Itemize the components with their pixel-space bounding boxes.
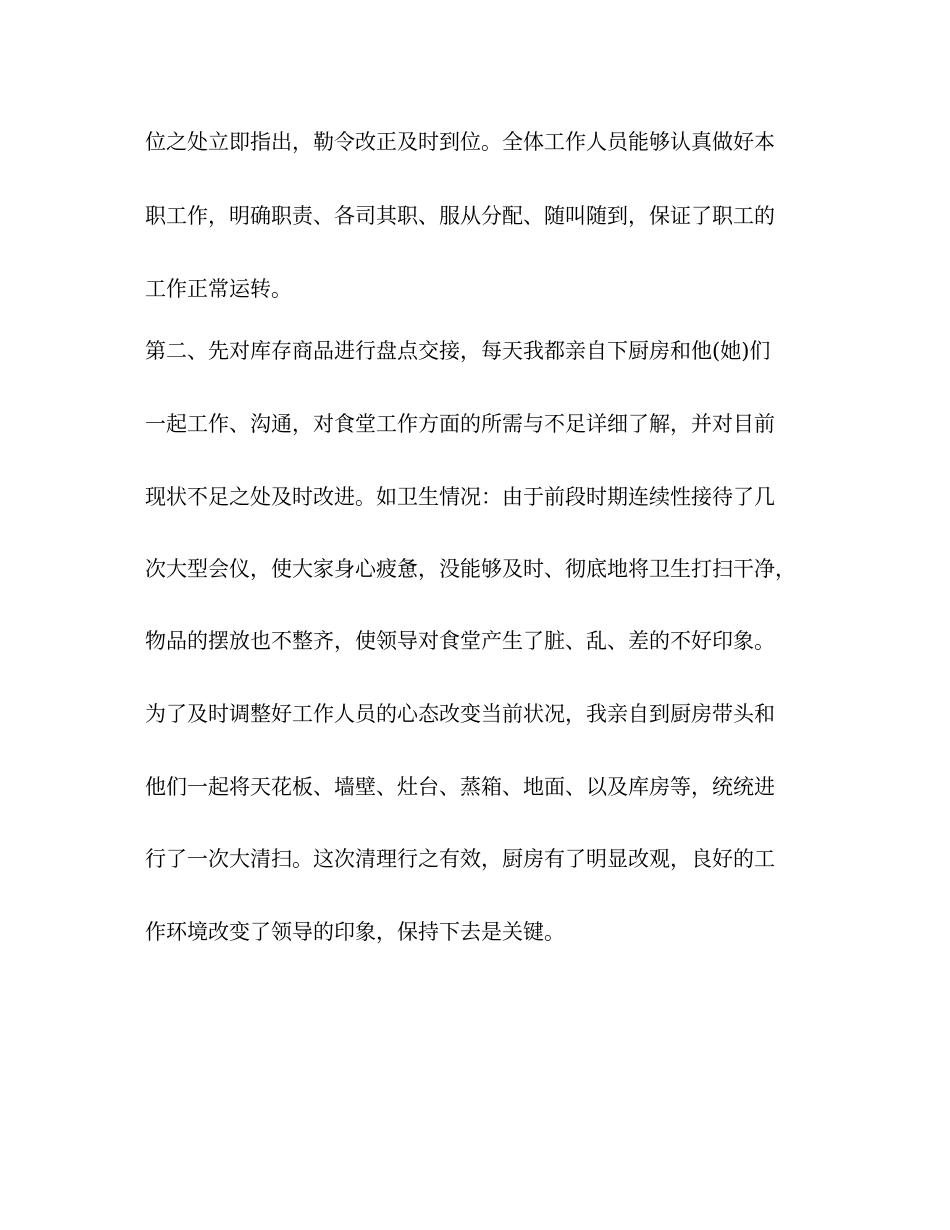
- text-line: 作环境改变了领导的印象，保持下去是关键。: [145, 920, 565, 944]
- text-line: 位之处立即指出，勒令改正及时到位。全体工作人员能够认真做好本: [145, 130, 775, 154]
- text-line: 一起工作、沟通，对食堂工作方面的所需与不足详细了解，并对目前: [145, 412, 775, 436]
- text-line: 为了及时调整好工作人员的心态改变当前状况，我亲自到厨房带头和: [145, 702, 775, 726]
- text-line: 现状不足之处及时改进。如卫生情况：由于前段时期连续性接待了几: [145, 485, 775, 509]
- text-line: 物品的摆放也不整齐，使领导对食堂产生了脏、乱、差的不好印象。: [145, 629, 775, 653]
- text-line: 他们一起将天花板、墙壁、灶台、蒸箱、地面、以及库房等，统统进: [145, 775, 775, 799]
- text-line: 次大型会仪，使大家身心疲惫，没能够及时、彻底地将卫生打扫干净，: [145, 557, 796, 581]
- text-line: 职工作，明确职责、各司其职、服从分配、随叫随到，保证了职工的: [145, 204, 775, 228]
- text-line: 工作正常运转。: [145, 277, 292, 301]
- text-line: 行了一次大清扫。这次清理行之有效，厨房有了明显改观，良好的工: [145, 847, 775, 871]
- text-line: 第二、先对库存商品进行盘点交接，每天我都亲自下厨房和他(她)们: [145, 339, 771, 363]
